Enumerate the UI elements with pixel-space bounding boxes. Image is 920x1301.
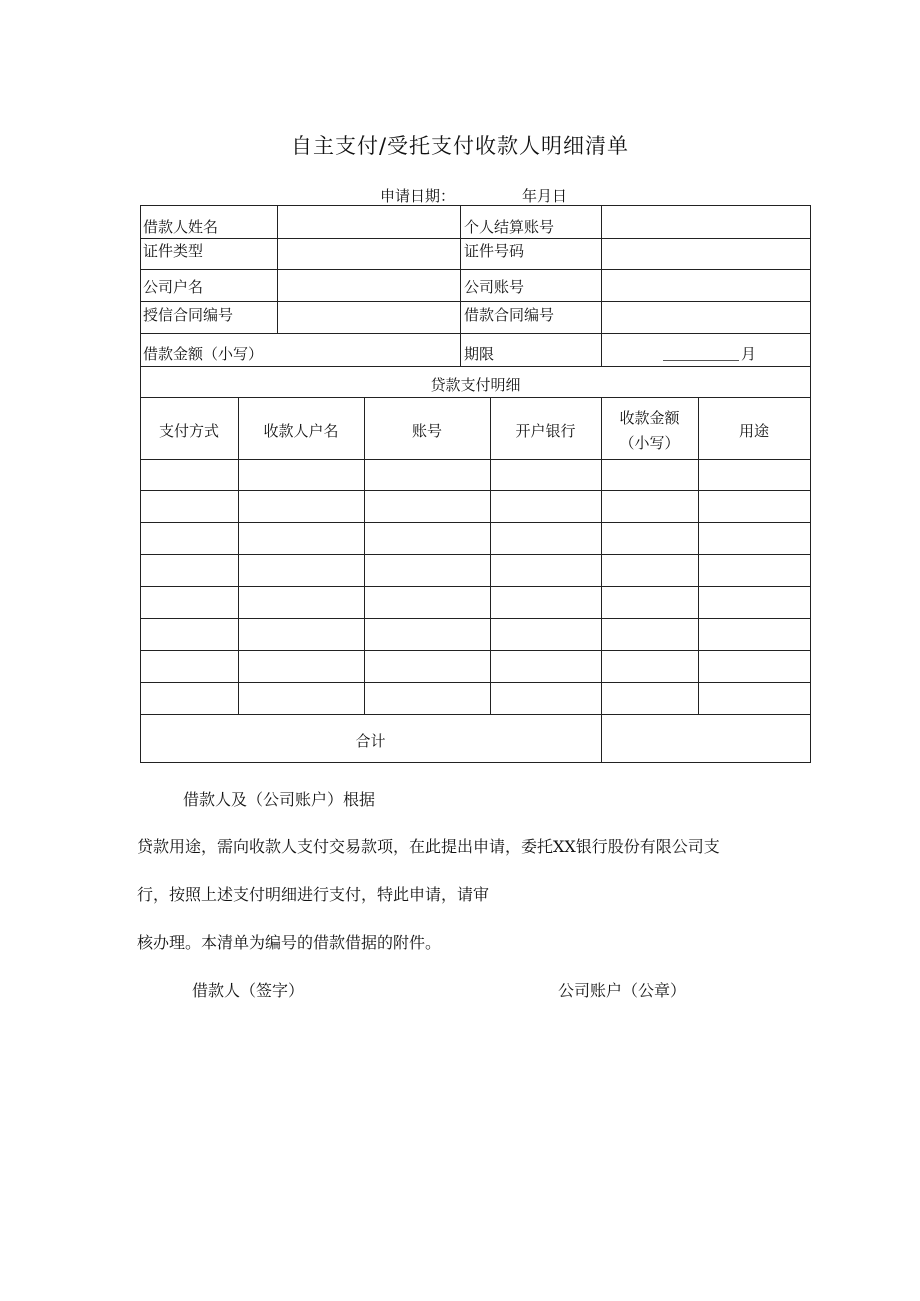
detail-row-divider bbox=[140, 650, 811, 651]
detail-cell-amount[interactable] bbox=[602, 498, 698, 522]
detail-cell-payee-name[interactable] bbox=[239, 690, 364, 714]
detail-cell-purpose[interactable] bbox=[699, 658, 810, 682]
loan-contract-no-label: 借款合同编号 bbox=[464, 306, 555, 324]
application-date-label: 申请日期： bbox=[380, 187, 456, 205]
detail-cell-bank[interactable] bbox=[491, 466, 601, 490]
detail-cell-payee-name[interactable] bbox=[239, 530, 364, 554]
detail-cell-amount[interactable] bbox=[602, 626, 698, 650]
detail-row-divider bbox=[140, 554, 811, 555]
page-title: 自主支付/受托支付收款人明细清单 bbox=[290, 134, 630, 158]
detail-row-divider bbox=[140, 714, 811, 715]
body-text-line1: 借款人及（公司账户）根据 bbox=[183, 790, 376, 809]
total-label: 合计 bbox=[355, 732, 386, 750]
row-divider bbox=[140, 459, 811, 460]
company-account-label: 公司账号 bbox=[464, 278, 525, 296]
personal-account-field[interactable] bbox=[602, 206, 810, 238]
detail-cell-method[interactable] bbox=[141, 466, 238, 490]
table-border-right bbox=[810, 205, 811, 763]
detail-cell-bank[interactable] bbox=[491, 690, 601, 714]
header-amount-line2: （小写） bbox=[619, 434, 680, 452]
detail-cell-amount[interactable] bbox=[602, 690, 698, 714]
body-text-line3: 行，按照上述支付明细进行支付，特此申请，请审 bbox=[137, 885, 490, 904]
detail-cell-account[interactable] bbox=[365, 530, 490, 554]
detail-cell-amount[interactable] bbox=[602, 562, 698, 586]
detail-cell-payee-name[interactable] bbox=[239, 626, 364, 650]
detail-cell-method[interactable] bbox=[141, 498, 238, 522]
id-type-field[interactable] bbox=[278, 239, 460, 269]
term-label: 期限 bbox=[464, 345, 495, 363]
credit-contract-no-field[interactable] bbox=[278, 302, 460, 333]
detail-cell-payee-name[interactable] bbox=[239, 594, 364, 618]
borrower-name-field[interactable] bbox=[278, 206, 460, 238]
term-unit-label: 月 bbox=[741, 345, 757, 363]
detail-cell-account[interactable] bbox=[365, 690, 490, 714]
detail-cell-account[interactable] bbox=[365, 594, 490, 618]
detail-cell-account[interactable] bbox=[365, 466, 490, 490]
term-underline bbox=[663, 360, 739, 361]
detail-cell-account[interactable] bbox=[365, 498, 490, 522]
detail-cell-amount[interactable] bbox=[602, 530, 698, 554]
detail-cell-purpose[interactable] bbox=[699, 562, 810, 586]
company-account-field[interactable] bbox=[602, 270, 810, 301]
personal-account-label: 个人结算账号 bbox=[464, 218, 555, 236]
detail-cell-payee-name[interactable] bbox=[239, 562, 364, 586]
row-divider bbox=[140, 397, 811, 398]
detail-cell-bank[interactable] bbox=[491, 626, 601, 650]
detail-cell-purpose[interactable] bbox=[699, 690, 810, 714]
borrower-name-label: 借款人姓名 bbox=[143, 218, 219, 236]
loan-amount-label: 借款金额（小写） bbox=[143, 345, 264, 363]
credit-contract-no-label: 授信合同编号 bbox=[143, 306, 234, 324]
id-type-label: 证件类型 bbox=[143, 242, 204, 260]
header-account: 账号 bbox=[411, 422, 442, 440]
table-border-bottom bbox=[140, 762, 811, 763]
detail-cell-account[interactable] bbox=[365, 562, 490, 586]
detail-row-divider bbox=[140, 682, 811, 683]
detail-cell-purpose[interactable] bbox=[699, 626, 810, 650]
header-amount-line1: 收款金额 bbox=[619, 409, 680, 427]
detail-cell-bank[interactable] bbox=[491, 562, 601, 586]
application-date-ymd: 年月日 bbox=[522, 187, 568, 205]
row-divider bbox=[140, 333, 811, 334]
detail-cell-amount[interactable] bbox=[602, 658, 698, 682]
header-payee-name: 收款人户名 bbox=[263, 422, 339, 440]
detail-cell-method[interactable] bbox=[141, 594, 238, 618]
id-number-label: 证件号码 bbox=[464, 242, 525, 260]
detail-cell-bank[interactable] bbox=[491, 498, 601, 522]
detail-cell-method[interactable] bbox=[141, 626, 238, 650]
detail-cell-purpose[interactable] bbox=[699, 498, 810, 522]
body-text-line2: 贷款用途，需向收款人支付交易款项，在此提出申请，委托XX银行股份有限公司支 bbox=[137, 837, 720, 856]
detail-section-title: 贷款支付明细 bbox=[430, 376, 521, 394]
detail-row-divider bbox=[140, 522, 811, 523]
body-text-line4: 核办理。本清单为编号的借款借据的附件。 bbox=[137, 933, 442, 952]
detail-cell-payee-name[interactable] bbox=[239, 498, 364, 522]
detail-cell-method[interactable] bbox=[141, 658, 238, 682]
detail-row-divider bbox=[140, 618, 811, 619]
detail-cell-method[interactable] bbox=[141, 562, 238, 586]
detail-row-divider bbox=[140, 490, 811, 491]
detail-cell-method[interactable] bbox=[141, 690, 238, 714]
row-divider bbox=[140, 366, 811, 367]
detail-cell-bank[interactable] bbox=[491, 658, 601, 682]
detail-cell-account[interactable] bbox=[365, 658, 490, 682]
total-amount-field[interactable] bbox=[602, 714, 810, 762]
id-number-field[interactable] bbox=[602, 239, 810, 269]
loan-contract-no-field[interactable] bbox=[602, 302, 810, 333]
detail-cell-amount[interactable] bbox=[602, 594, 698, 618]
borrower-signature-label: 借款人（签字） bbox=[192, 981, 305, 1000]
detail-cell-payee-name[interactable] bbox=[239, 466, 364, 490]
detail-cell-purpose[interactable] bbox=[699, 594, 810, 618]
detail-cell-amount[interactable] bbox=[602, 466, 698, 490]
header-payment-method: 支付方式 bbox=[158, 422, 219, 440]
company-name-field[interactable] bbox=[278, 270, 460, 301]
company-name-label: 公司户名 bbox=[143, 278, 204, 296]
detail-cell-payee-name[interactable] bbox=[239, 658, 364, 682]
col-divider bbox=[460, 205, 461, 366]
detail-cell-method[interactable] bbox=[141, 530, 238, 554]
detail-cell-purpose[interactable] bbox=[699, 466, 810, 490]
detail-cell-account[interactable] bbox=[365, 626, 490, 650]
company-seal-label: 公司账户（公章） bbox=[558, 981, 687, 1000]
detail-cell-purpose[interactable] bbox=[699, 530, 810, 554]
header-bank: 开户银行 bbox=[515, 422, 576, 440]
detail-cell-bank[interactable] bbox=[491, 594, 601, 618]
detail-cell-bank[interactable] bbox=[491, 530, 601, 554]
header-purpose: 用途 bbox=[738, 422, 769, 440]
detail-row-divider bbox=[140, 586, 811, 587]
